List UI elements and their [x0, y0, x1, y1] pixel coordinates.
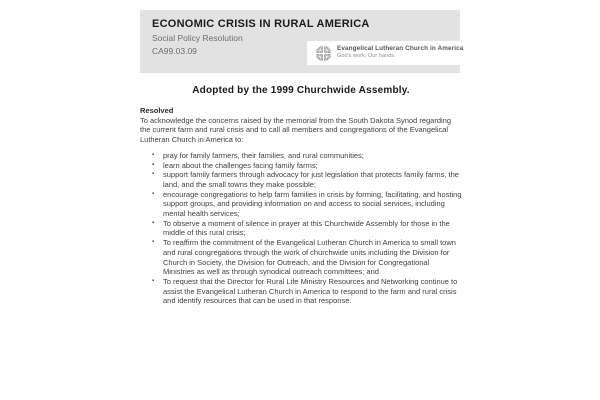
bullet-icon: ▪ — [152, 239, 155, 246]
list-item-text: support family farmers through advocacy for just legislation that protects family farms, the land, and the small towns they make possible; — [163, 170, 459, 189]
list-item-text: To request that the Director for Rural Life Ministry Resources and Networking continue to assist the Evangelical Lutheran Church in America to respond to the farm and rural crisis and identify resources that can be used in that response. — [163, 276, 458, 306]
list-item-text: encourage congregations to help farm families in crisis by forming, facilitating, and hosting support groups, and providing information on and access to social services, including mental health services; — [163, 189, 462, 219]
document-header — [140, 10, 464, 73]
list-item-text: learn about the challenges facing family farms; — [163, 160, 318, 170]
bullet-icon: ▪ — [152, 151, 155, 158]
resolution-body — [140, 85, 462, 306]
resolution-list — [140, 151, 462, 306]
adopted-heading: Adopted by the 1999 Churchwide Assembly. — [192, 85, 410, 96]
bullet-icon: ▪ — [152, 161, 155, 168]
list-item — [152, 170, 462, 189]
bullet-icon: ▪ — [152, 277, 155, 284]
elca-logo-text — [337, 46, 463, 60]
list-item — [152, 218, 462, 238]
intro-paragraph: To acknowledge the concerns raised by the memorial from the South Dakota Synod regarding the current farm and rural crisis and to call all members and congregations of the Evangelical Lutheran Church in America to: — [140, 115, 452, 145]
list-item — [152, 160, 462, 171]
logo-tagline: God's work. Our hands. — [337, 53, 396, 60]
list-item — [152, 150, 462, 161]
resolved-label: Resolved — [140, 106, 174, 115]
bullet-icon: ▪ — [152, 190, 155, 197]
list-item-text: To reaffirm the commitment of the Evangelical Lutheran Church in America to small town and rural congregations through the work of churchwide units including the Division for Church in Society, the Division for Outreach, and the Division for Congregational Ministries as well as through synodical outreach committees; and — [163, 238, 456, 277]
elca-globe-icon — [315, 45, 332, 62]
bullet-icon: ▪ — [152, 171, 155, 178]
list-item — [152, 276, 462, 306]
logo-org-name: Evangelical Lutheran Church in America — [337, 45, 464, 52]
list-item-text: pray for family farmers, their families, and rural communities; — [163, 150, 364, 160]
document-subtitle: Social Policy Resolution — [152, 33, 243, 43]
list-item-text: To observe a moment of silence in prayer at this Churchwide Assembly for those in the middle of this rural crisis; — [163, 218, 450, 238]
bullet-icon: ▪ — [152, 219, 155, 226]
resolution-number: CA99.03.09 — [152, 46, 197, 56]
elca-logo-box — [307, 41, 473, 65]
list-item — [152, 189, 462, 219]
list-item — [152, 238, 462, 277]
document-title: ECONOMIC CRISIS IN RURAL AMERICA — [152, 18, 370, 30]
